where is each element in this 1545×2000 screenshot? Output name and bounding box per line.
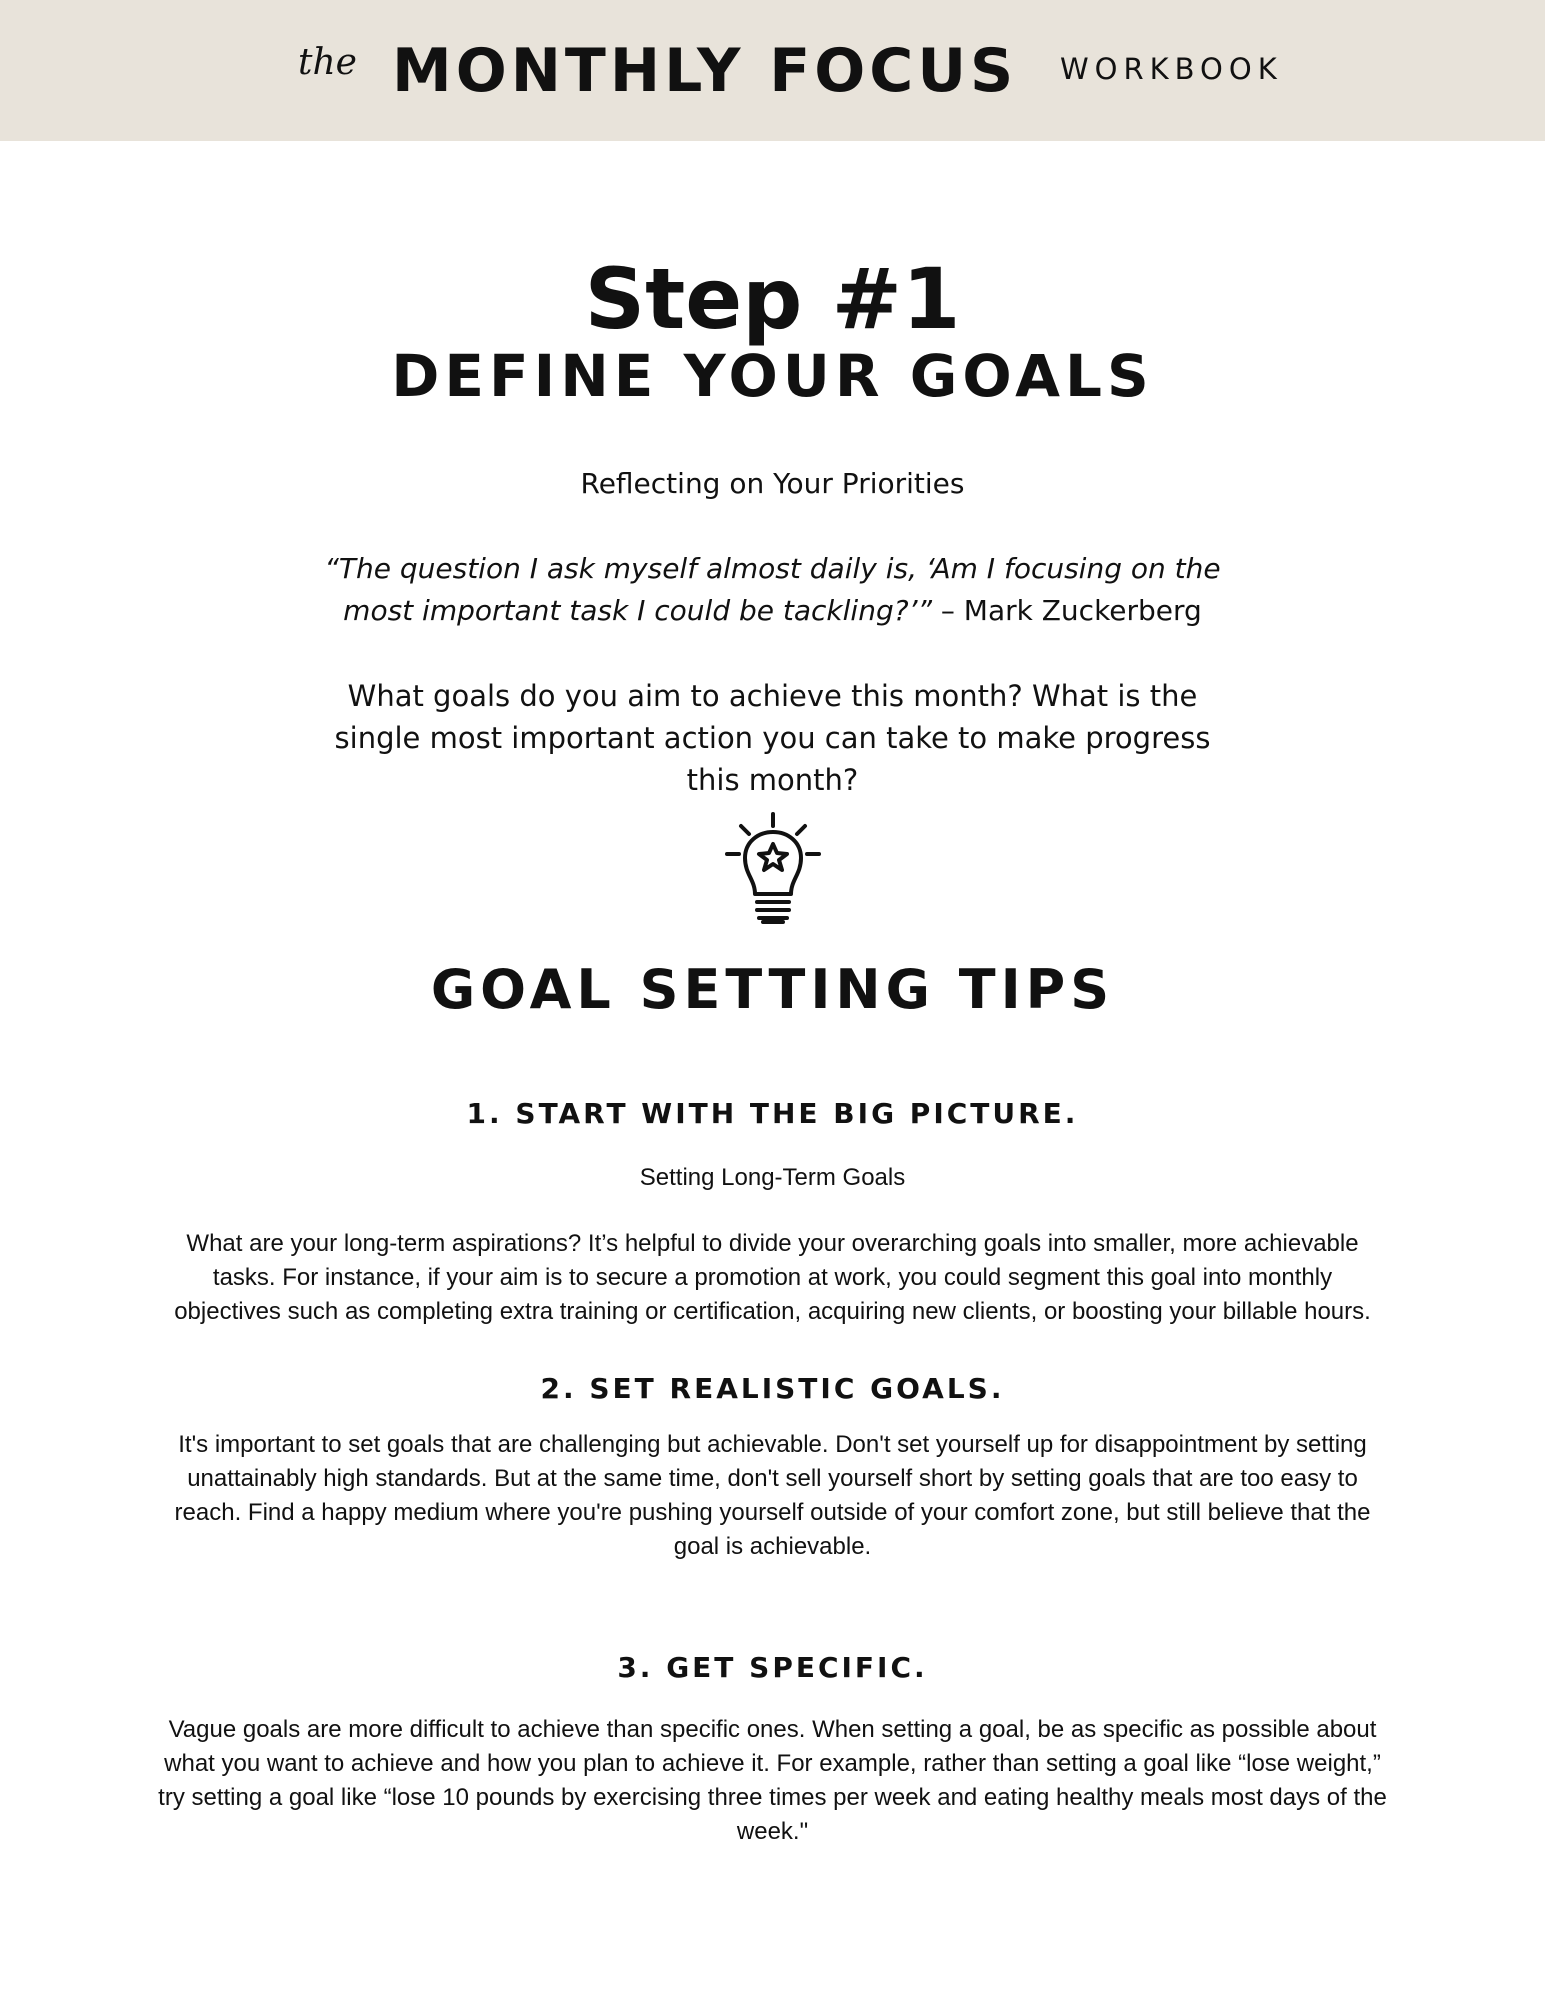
reflection-question-text: What goals do you aim to achieve this month? What is the single most important action you can take to make progress this month? xyxy=(334,679,1211,797)
quote-block xyxy=(0,548,1545,632)
reflection-question xyxy=(0,675,1545,801)
tip-3-body-text: Vague goals are more difficult to achieve than specific ones. When setting a goal, be as specific as possible about what you want to achieve and how you plan to achieve it. For example, rather than setting a goal like “lose weight,” try setting a goal like “lose 10 pounds by exercising three times per week and eating healthy meals most days of the week." xyxy=(158,1716,1387,1845)
header-banner xyxy=(0,0,1545,141)
tip-2-heading: 2. SET REALISTIC GOALS. xyxy=(540,1372,1005,1405)
step-subtitle: Reflecting on Your Priorities xyxy=(580,467,965,500)
header-workbook: WORKBOOK xyxy=(1060,52,1283,86)
step-number: Step #1 xyxy=(584,250,961,348)
tip-2-body-text: It's important to set goals that are challenging but achievable. Don't set yourself up for disappointment by setting unattainably high standards. But at the same time, don't sell yourself short by setting goals that are too easy to reach. Find a happy medium where you're pushing yourself outside of your comfort zone, but still believe that the goal is achievable. xyxy=(174,1431,1371,1560)
tip-1-body-text: What are your long-term aspirations? It’s helpful to divide your overarching goals into smaller, more achievable tasks. For instance, if your aim is to secure a promotion at work, you could segment this goal into monthly objectives such as completing extra training or certification, acquiring new clients, or boosting your billable hours. xyxy=(174,1230,1371,1325)
quote-author: – Mark Zuckerberg xyxy=(932,594,1202,627)
tips-title: GOAL SETTING TIPS xyxy=(430,958,1115,1021)
tip-3-heading: 3. GET SPECIFIC. xyxy=(617,1651,928,1684)
tip-1-heading: 1. START WITH THE BIG PICTURE. xyxy=(466,1097,1079,1130)
tip-2-body xyxy=(0,1428,1545,1564)
header-title: MONTHLY FOCUS xyxy=(392,36,1018,106)
step-title: DEFINE YOUR GOALS xyxy=(391,342,1154,410)
tip-3-body xyxy=(0,1713,1545,1849)
tip-1-body xyxy=(0,1227,1545,1329)
tip-1-subheading: Setting Long-Term Goals xyxy=(639,1164,906,1191)
lightbulb-star-icon xyxy=(725,812,821,930)
quote-text: “The question I ask myself almost daily is, ‘Am I focusing on the most important task I could be tackling?’” xyxy=(324,552,1221,627)
header-the: the xyxy=(298,42,357,83)
